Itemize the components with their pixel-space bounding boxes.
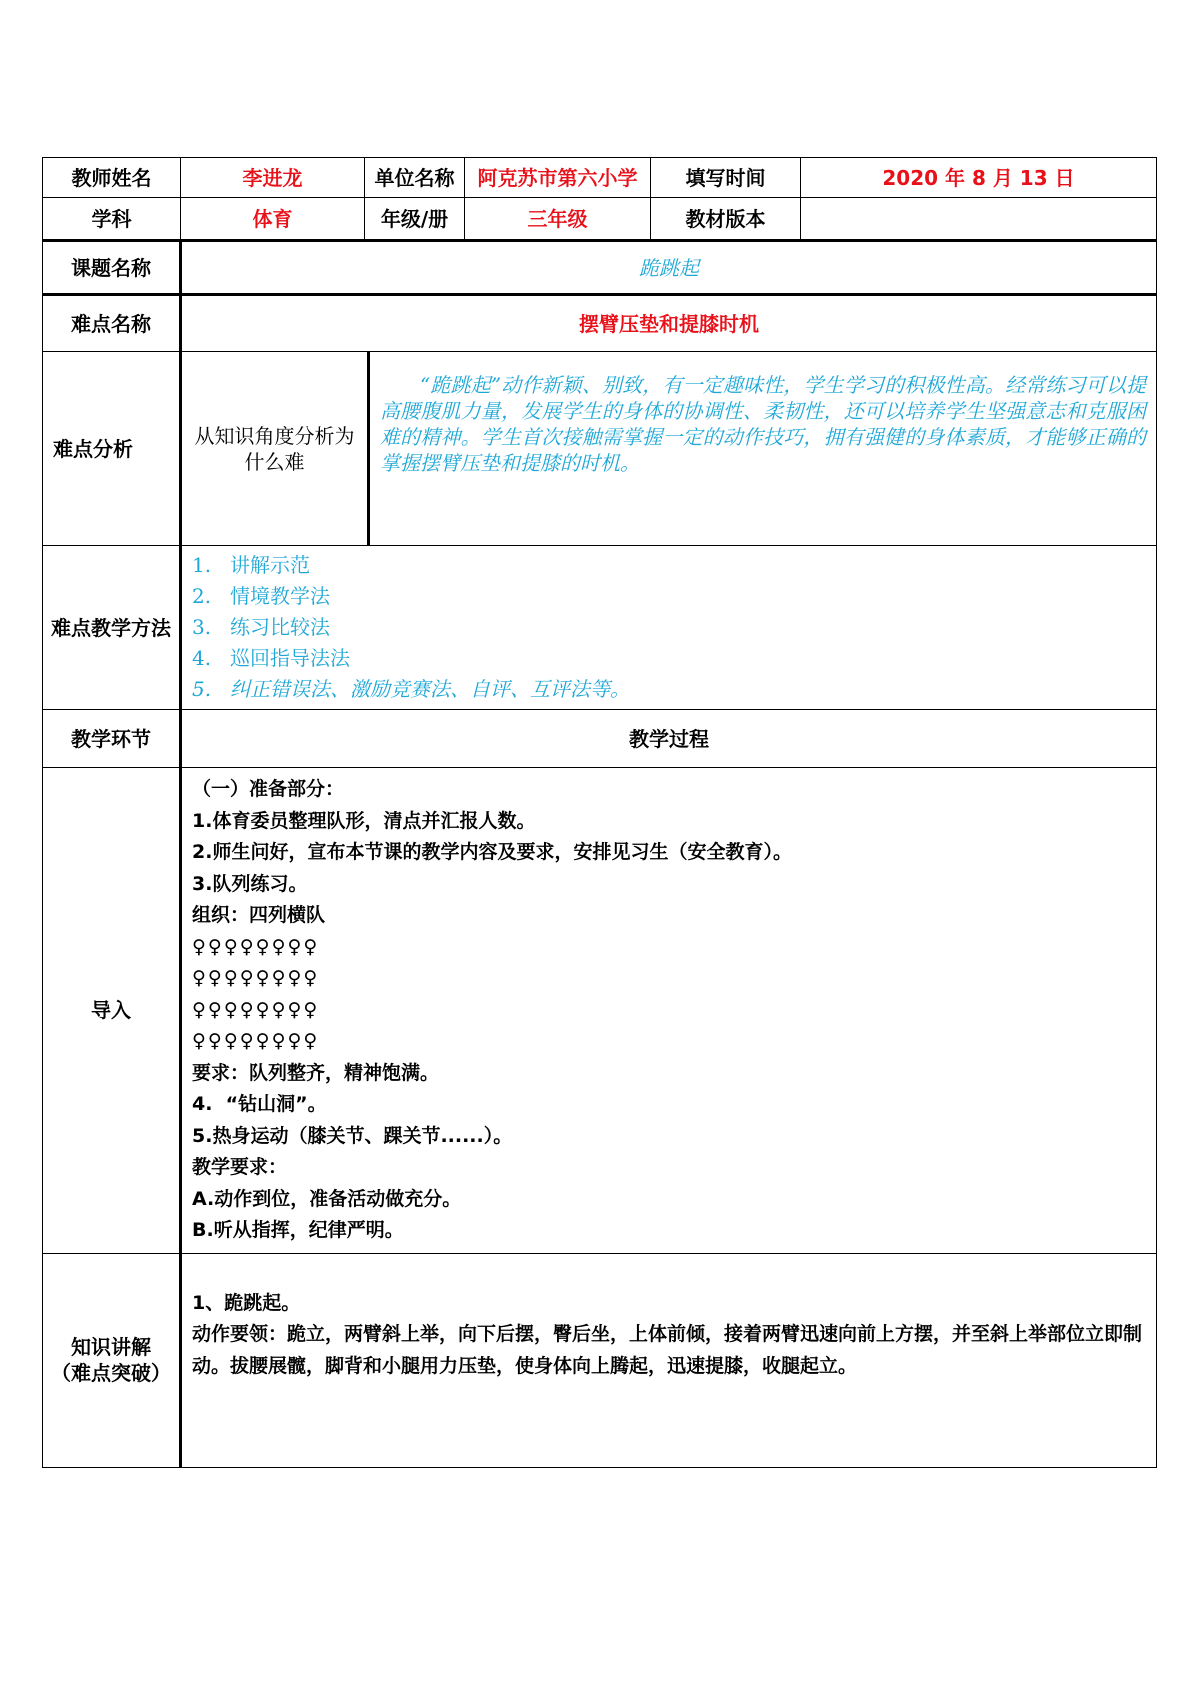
method-item: 1. 讲解示范 — [192, 553, 310, 577]
subject-label: 学科 — [43, 198, 181, 241]
intro-line: （一）准备部分： — [192, 778, 345, 800]
lesson-plan-table — [42, 157, 1157, 1468]
knowledge-line: 动作要领：跪立，两臂斜上举，向下后摆，臀后坐，上体前倾，接着两臂迅速向前上方摆，并至斜上举部位立即制动。拔腰展髋，脚背和小腿用力压垫，使身体向上腾起，迅速提膝，收腿起立。 — [192, 1323, 1143, 1377]
topic-value: 跪跳起 — [181, 241, 1157, 295]
methods-list — [181, 546, 1157, 710]
method-item: 4. 巡回指导法法 — [192, 646, 350, 670]
knowledge-label-line1: 知识讲解 — [71, 1335, 151, 1359]
difficulty-label: 难点名称 — [43, 295, 181, 352]
intro-line: 3.队列练习。 — [192, 872, 308, 895]
intro-line: 5.热身运动（膝关节、踝关节......）。 — [192, 1124, 513, 1147]
formation-row: ♀♀♀♀♀♀♀♀ — [192, 967, 320, 989]
analysis-question: 从知识角度分析为什么难 — [181, 352, 369, 546]
textbook-label: 教材版本 — [651, 198, 801, 241]
intro-row — [43, 768, 1157, 1254]
grade-value: 三年级 — [465, 198, 651, 241]
header-row-2 — [43, 198, 1157, 241]
date-label: 填写时间 — [651, 158, 801, 198]
analysis-text: “跪跳起”动作新颖、别致，有一定趣味性，学生学习的积极性高。经常练习可以提高腰腹肌力量，发展学生的身体的协调性、柔韧性，还可以培养学生坚强意志和克服困难的精神。学生首次接触需掌握一定的动作技巧，拥有强健的身体素质，才能够正确的掌握摆臂压垫和提膝的时机。 — [369, 352, 1157, 546]
teacher-value: 李进龙 — [181, 158, 365, 198]
methods-row — [43, 546, 1157, 710]
method-item: 5. 纠正错误法、激励竞赛法、自评、互评法等。 — [192, 677, 630, 701]
intro-line: 4. “钻山洞”。 — [192, 1093, 327, 1115]
date-value: 2020 年 8 月 13 日 — [801, 158, 1157, 198]
subject-value: 体育 — [181, 198, 365, 241]
intro-line: 1.体育委员整理队形，清点并汇报人数。 — [192, 809, 536, 832]
knowledge-label-line2: （难点突破） — [51, 1361, 171, 1385]
grade-label: 年级/册 — [365, 198, 465, 241]
intro-line: B.听从指挥，纪律严明。 — [192, 1219, 404, 1241]
unit-value: 阿克苏市第六小学 — [465, 158, 651, 198]
knowledge-label — [43, 1253, 181, 1467]
header-row-1 — [43, 158, 1157, 198]
difficulty-value: 摆臂压垫和提膝时机 — [181, 295, 1157, 352]
intro-line: 要求：队列整齐，精神饱满。 — [192, 1061, 440, 1084]
intro-line: 2.师生问好，宣布本节课的教学内容及要求，安排见习生（安全教育）。 — [192, 841, 792, 863]
topic-row — [43, 241, 1157, 295]
knowledge-row — [43, 1253, 1157, 1467]
intro-line: A.动作到位，准备活动做充分。 — [192, 1187, 462, 1210]
textbook-value — [801, 198, 1157, 241]
teacher-label: 教师姓名 — [43, 158, 181, 198]
method-item: 2. 情境教学法 — [192, 584, 330, 608]
topic-label: 课题名称 — [43, 241, 181, 295]
analysis-row — [43, 352, 1157, 546]
formation-row: ♀♀♀♀♀♀♀♀ — [192, 1030, 320, 1052]
intro-line: 组织：四列横队 — [192, 904, 326, 926]
analysis-label: 难点分析 — [43, 352, 181, 546]
knowledge-line: 1、跪跳起。 — [192, 1291, 301, 1314]
intro-content — [181, 768, 1157, 1254]
unit-label: 单位名称 — [365, 158, 465, 198]
process-header-row — [43, 710, 1157, 768]
knowledge-content — [181, 1253, 1157, 1467]
methods-label: 难点教学方法 — [43, 546, 181, 710]
stage-label: 教学环节 — [43, 710, 181, 768]
formation-row: ♀♀♀♀♀♀♀♀ — [192, 935, 320, 958]
process-label: 教学过程 — [181, 710, 1157, 768]
method-item: 3. 练习比较法 — [192, 615, 330, 639]
intro-line: 教学要求： — [192, 1156, 288, 1178]
formation-row: ♀♀♀♀♀♀♀♀ — [192, 998, 320, 1021]
difficulty-row — [43, 295, 1157, 352]
intro-label: 导入 — [43, 768, 181, 1254]
